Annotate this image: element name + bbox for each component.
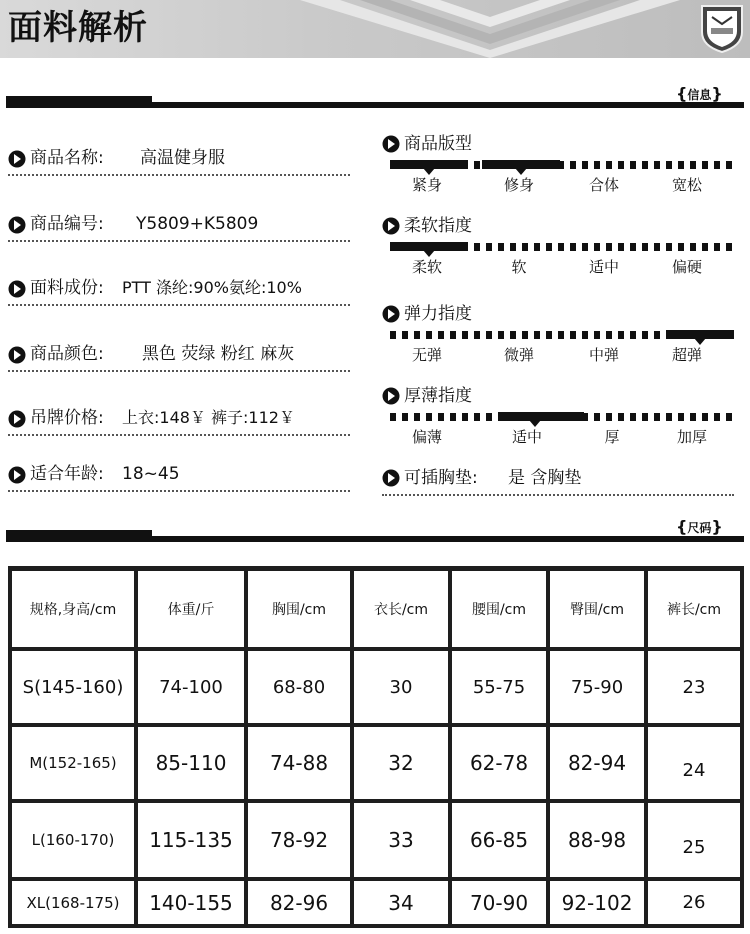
scale-option: 宽松 [671, 176, 703, 194]
arrow-bullet-icon [8, 216, 26, 234]
arrow-bullet-icon [382, 469, 400, 487]
table-cell-size: L(160-170) [12, 803, 134, 877]
table-cell: 115-135 [138, 803, 244, 877]
info-value: 上衣:148￥ 裤子:112￥ [122, 408, 295, 427]
info-row-product-name [8, 146, 350, 176]
arrow-bullet-icon [8, 150, 26, 168]
scale-fit [382, 132, 734, 198]
info-label: 商品颜色: [30, 344, 104, 364]
info-row-colors [8, 342, 350, 372]
table-cell: 23 [648, 651, 740, 723]
scale-option: 修身 [503, 176, 535, 194]
table-cell: 24 [648, 727, 740, 799]
scale-pointer-icon [423, 168, 435, 175]
scale-option: 超弹 [671, 346, 703, 364]
info-label: 适合年龄: [30, 464, 104, 484]
table-header-cell: 裤长/cm [648, 571, 740, 647]
table-cell: 85-110 [138, 727, 244, 799]
scale-pointer-icon [423, 250, 435, 257]
table-cell: 82-94 [550, 727, 644, 799]
table-cell: 62-78 [452, 727, 546, 799]
size-section-tag: {尺码} [676, 517, 723, 536]
table-cell: 74-88 [248, 727, 350, 799]
table-cell: 68-80 [248, 651, 350, 723]
table-cell-size: S(145-160) [12, 651, 134, 723]
size-table [8, 566, 744, 928]
scale-option: 偏薄 [411, 428, 443, 446]
table-cell: 26 [648, 881, 740, 924]
info-row-padding [382, 466, 734, 496]
table-cell: 140-155 [138, 881, 244, 924]
header-banner [0, 0, 750, 58]
scale-softness [382, 214, 734, 280]
arrow-bullet-icon [382, 135, 400, 153]
table-cell: 92-102 [550, 881, 644, 924]
table-cell: 88-98 [550, 803, 644, 877]
scale-option: 柔软 [411, 258, 443, 276]
table-cell: 74-100 [138, 651, 244, 723]
info-label: 商品编号: [30, 214, 104, 234]
scale-track [390, 331, 734, 339]
scale-option: 加厚 [676, 428, 708, 446]
table-header-cell: 臀围/cm [550, 571, 644, 647]
info-row-age [8, 462, 350, 492]
scale-option: 适中 [511, 428, 543, 446]
info-section-divider [6, 96, 744, 108]
scale-option: 厚 [604, 428, 620, 446]
info-section-tag: {信息} [676, 84, 723, 103]
scale-elasticity [382, 302, 734, 368]
info-value: 是 含胸垫 [508, 468, 582, 488]
info-row-fabric [8, 276, 350, 306]
table-cell: 34 [354, 881, 448, 924]
scale-thickness [382, 384, 734, 450]
table-cell: 66-85 [452, 803, 546, 877]
table-cell: 33 [354, 803, 448, 877]
table-cell: 30 [354, 651, 448, 723]
info-label: 面料成份: [30, 278, 104, 298]
scale-option: 无弹 [411, 346, 443, 364]
info-value: Y5809+K5809 [136, 214, 259, 234]
table-cell: 55-75 [452, 651, 546, 723]
arrow-bullet-icon [8, 410, 26, 428]
arrow-bullet-icon [8, 280, 26, 298]
size-section-divider [6, 530, 744, 542]
scale-option: 偏硬 [671, 258, 703, 276]
table-cell-size: M(152-165) [12, 727, 134, 799]
arrow-bullet-icon [382, 387, 400, 405]
scale-pointer-icon [515, 168, 527, 175]
header-chevron-pattern [300, 0, 680, 58]
table-cell-size: XL(168-175) [12, 881, 134, 924]
page-title: 面料解析 [8, 8, 148, 48]
brand-shield-logo [698, 2, 746, 54]
info-value: 高温健身服 [140, 148, 225, 168]
table-header-cell: 胸围/cm [248, 571, 350, 647]
table-header-cell: 衣长/cm [354, 571, 448, 647]
info-value: 18~45 [122, 464, 180, 484]
scale-option: 紧身 [411, 176, 443, 194]
scale-pointer-icon [694, 338, 706, 345]
info-row-price [8, 406, 350, 436]
table-header-cell: 规格,身高/cm [12, 571, 134, 647]
table-cell: 75-90 [550, 651, 644, 723]
table-cell: 70-90 [452, 881, 546, 924]
scale-option: 合体 [588, 176, 620, 194]
scale-option: 软 [511, 258, 527, 276]
scale-pointer-icon [529, 420, 541, 427]
info-row-product-code [8, 212, 350, 242]
info-label: 吊牌价格: [30, 408, 104, 428]
scale-title: 商品版型 [404, 134, 472, 154]
scale-track [390, 161, 734, 169]
scale-track [390, 243, 734, 251]
table-cell: 78-92 [248, 803, 350, 877]
arrow-bullet-icon [8, 466, 26, 484]
table-cell: 32 [354, 727, 448, 799]
info-value: 黑色 荧绿 粉红 麻灰 [142, 344, 295, 364]
table-header-cell: 腰围/cm [452, 571, 546, 647]
info-value: PTT 涤纶:90%氨纶:10% [122, 278, 302, 297]
scale-track [390, 413, 734, 421]
arrow-bullet-icon [8, 346, 26, 364]
table-header-cell: 体重/斤 [138, 571, 244, 647]
info-label: 可插胸垫: [404, 468, 478, 488]
scale-option: 微弹 [503, 346, 535, 364]
scale-title: 柔软指度 [404, 216, 472, 236]
arrow-bullet-icon [382, 217, 400, 235]
arrow-bullet-icon [382, 305, 400, 323]
scale-option: 适中 [588, 258, 620, 276]
scale-option: 中弹 [588, 346, 620, 364]
scale-title: 厚薄指度 [404, 386, 472, 406]
info-label: 商品名称: [30, 148, 104, 168]
table-cell: 82-96 [248, 881, 350, 924]
table-cell: 25 [648, 803, 740, 877]
scale-title: 弹力指度 [404, 304, 472, 324]
